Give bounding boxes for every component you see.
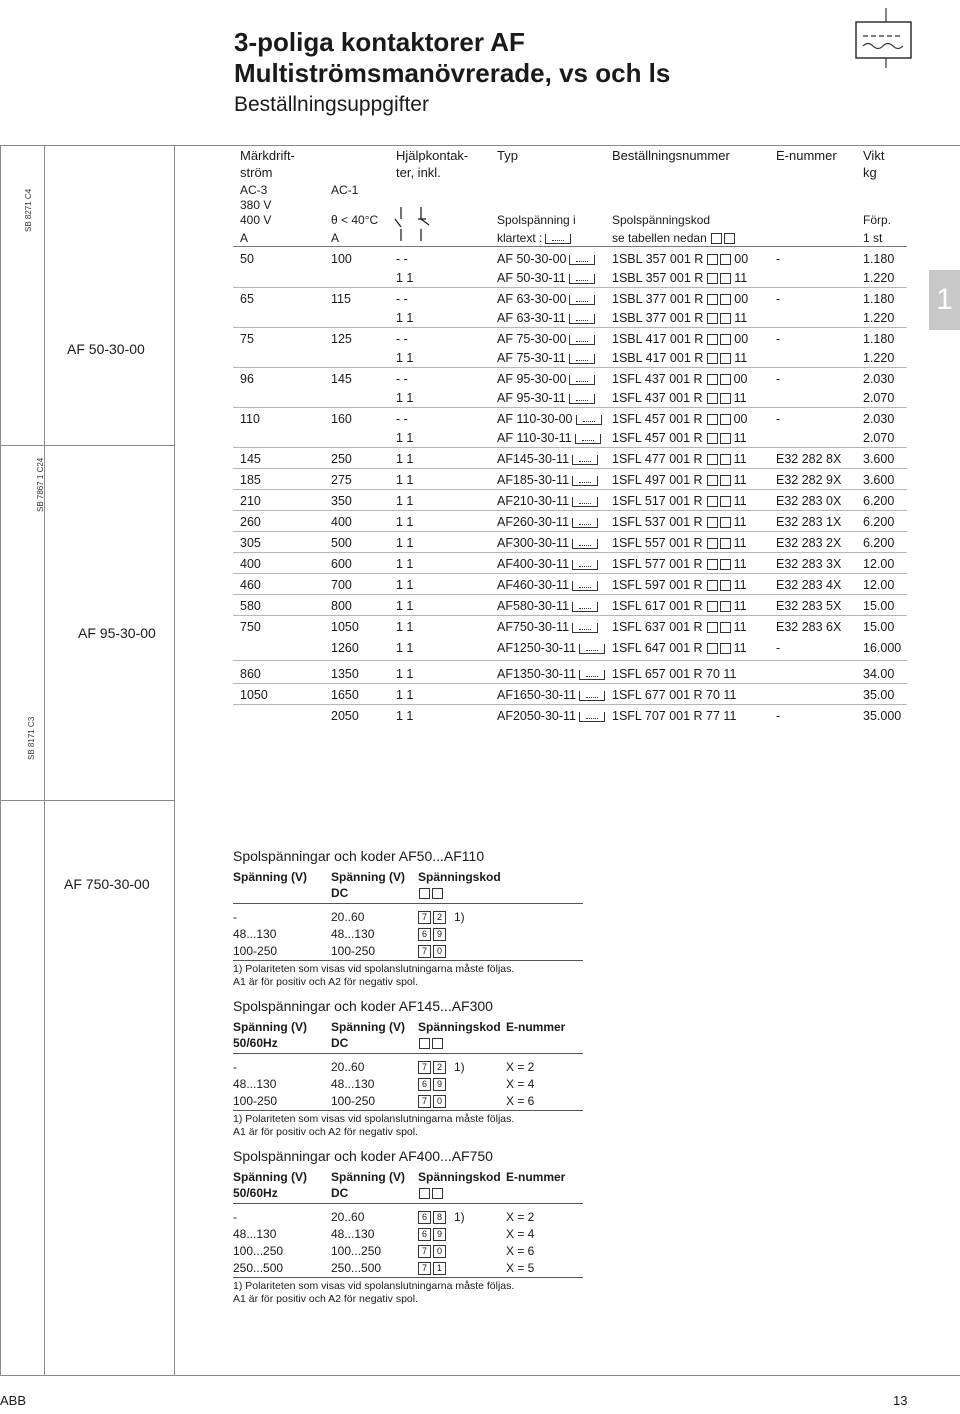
row-separator	[233, 287, 907, 288]
cell-weight: 1.220	[863, 271, 895, 285]
section-hdr-voltage-dc: Spänning (V)	[331, 1170, 405, 1184]
section-rule	[233, 1053, 583, 1054]
section-hdr-dc: DC	[331, 1186, 349, 1200]
cell-type: AF260-30-11	[497, 514, 598, 530]
cell-ac3: 750	[240, 620, 261, 634]
cell-ac1: 600	[331, 557, 352, 571]
cell-type: AF 75-30-00	[497, 331, 595, 347]
row-separator	[233, 683, 907, 684]
section-cell-code: 6 8 1)	[418, 1210, 465, 1224]
image-divider-1	[0, 445, 174, 446]
cell-e-number: -	[776, 292, 781, 306]
section-cell-dc: 100-250	[331, 944, 376, 958]
product-label-3: AF 750-30-00	[64, 876, 150, 892]
cell-weight: 1.180	[863, 332, 895, 346]
section-cell-dc: 20..60	[331, 910, 365, 924]
section-footnote: 1) Polariteten som visas vid spolanslutningarna måste följas.	[233, 1280, 515, 1292]
hdr-coil-voltage: Spolspänning i	[497, 213, 576, 227]
product-label-2: AF 95-30-00	[78, 625, 156, 641]
cell-weight: 2.030	[863, 372, 895, 386]
hdr-weight-unit: kg	[863, 165, 877, 180]
cell-weight: 2.070	[863, 391, 895, 405]
section-cell-dc: 250...500	[331, 1261, 382, 1275]
cell-type: AF 50-30-00	[497, 251, 595, 267]
cell-e-number: -	[776, 372, 781, 386]
cell-type: AF145-30-11	[497, 451, 598, 467]
cell-order-number: 1SFL 557 001 R 11	[612, 536, 747, 550]
section-hdr-code: Spänningskod	[418, 870, 501, 884]
hdr-coil-voltage-2: klartext :	[497, 230, 571, 246]
cell-order-number: 1SFL 637 001 R 11	[612, 620, 747, 634]
section-cell-ac: 48...130	[233, 1077, 277, 1091]
cell-ac1: 250	[331, 452, 352, 466]
section-cell-code: 6 9	[418, 1227, 454, 1241]
cell-ac1: 1260	[331, 641, 359, 655]
cell-aux-contacts: 1 1	[396, 271, 414, 285]
cell-e-number: -	[776, 252, 781, 266]
cell-ac3: 210	[240, 494, 261, 508]
section-cell-dc: 48...130	[331, 927, 375, 941]
section-rule-bottom	[233, 960, 583, 961]
hdr-coil-code: Spolspänningskod	[612, 213, 711, 227]
cell-weight: 35.000	[863, 709, 902, 723]
cell-e-number: E32 283 2X	[776, 536, 842, 550]
cell-weight: 3.600	[863, 452, 895, 466]
row-separator	[233, 660, 907, 661]
cell-e-number: E32 283 0X	[776, 494, 842, 508]
cell-type: AF210-30-11	[497, 493, 598, 509]
left-rule-2	[44, 145, 45, 1375]
cell-aux-contacts: 1 1	[396, 557, 414, 571]
section-cell-e-number: X = 2	[506, 1210, 535, 1224]
cell-type: AF 110-30-11	[497, 430, 601, 446]
cell-type: AF 63-30-00	[497, 291, 595, 307]
cell-ac1: 700	[331, 578, 352, 592]
cell-ac1: 800	[331, 599, 352, 613]
section-cell-code: 7 2 1)	[418, 1060, 465, 1074]
row-separator	[233, 552, 907, 553]
section-hdr-voltage-ac: 50/60Hz	[233, 1036, 278, 1050]
cell-weight: 2.070	[863, 431, 895, 445]
cell-weight: 1.220	[863, 351, 895, 365]
cell-ac3: 400	[240, 557, 261, 571]
hdr-unit-a2: A	[331, 231, 340, 245]
cell-type: AF 95-30-00	[497, 371, 595, 387]
section-cell-dc: 100...250	[331, 1244, 382, 1258]
cell-type: AF460-30-11	[497, 577, 598, 593]
cell-order-number: 1SFL 537 001 R 11	[612, 515, 747, 529]
cell-weight: 34.00	[863, 667, 895, 681]
cell-aux-contacts: - -	[396, 292, 408, 306]
cell-type: AF580-30-11	[497, 598, 598, 614]
hdr-rated-current-2: ström	[240, 165, 273, 180]
cell-e-number: E32 283 1X	[776, 515, 842, 529]
section-cell-dc: 20..60	[331, 1210, 365, 1224]
cell-order-number: 1SFL 677 001 R 70 11	[612, 688, 737, 702]
row-separator	[233, 407, 907, 408]
cell-e-number: E32 282 8X	[776, 452, 842, 466]
cell-ac1: 160	[331, 412, 352, 426]
section-rule-bottom	[233, 1110, 583, 1111]
section-cell-ac: -	[233, 1060, 237, 1074]
cell-aux-contacts: - -	[396, 412, 408, 426]
cell-order-number: 1SFL 457 001 R 11	[612, 431, 747, 445]
cell-e-number: -	[776, 709, 781, 723]
coil-symbol-icon	[853, 8, 913, 68]
cell-type: AF 75-30-11	[497, 350, 595, 366]
cell-weight: 1.180	[863, 252, 895, 266]
hdr-temp: θ < 40°C	[331, 213, 379, 227]
cell-ac1: 100	[331, 252, 352, 266]
cell-aux-contacts: 1 1	[396, 431, 414, 445]
section-cell-code: 7 0	[418, 1244, 454, 1258]
section-hdr-voltage-ac: 50/60Hz	[233, 1186, 278, 1200]
cell-weight: 6.200	[863, 515, 895, 529]
cell-aux-contacts: 1 1	[396, 515, 414, 529]
cell-order-number: 1SBL 377 001 R 11	[612, 311, 748, 325]
section-hdr-code-boxes	[418, 1036, 444, 1050]
cell-ac1: 125	[331, 332, 352, 346]
cell-ac3: 260	[240, 515, 261, 529]
section-hdr-dc: DC	[331, 886, 349, 900]
cell-type: AF2050-30-11	[497, 708, 605, 724]
section-hdr-code-boxes	[418, 886, 444, 900]
section-cell-dc: 48...130	[331, 1077, 375, 1091]
section-rule-bottom	[233, 1277, 583, 1278]
cell-ac1: 115	[331, 292, 351, 306]
cell-order-number: 1SBL 417 001 R 00	[612, 332, 749, 346]
cell-ac3: 305	[240, 536, 261, 550]
section-cell-code: 6 9	[418, 927, 454, 941]
cell-ac1: 275	[331, 473, 352, 487]
section-hdr-code-boxes	[418, 1186, 444, 1200]
row-separator	[233, 615, 907, 616]
section-cell-ac: 100...250	[233, 1244, 284, 1258]
cell-order-number: 1SFL 657 001 R 70 11	[612, 667, 737, 681]
cell-type: AF 50-30-11	[497, 270, 595, 286]
cell-e-number: -	[776, 332, 781, 346]
row-separator	[233, 510, 907, 511]
section-footnote-2: A1 är för positiv och A2 för negativ spol.	[233, 1126, 419, 1138]
section-hdr-code: Spänningskod	[418, 1020, 501, 1034]
cell-e-number: E32 283 5X	[776, 599, 842, 613]
section-title: Spolspänningar och koder AF400...AF750	[233, 1148, 493, 1164]
cell-weight: 15.00	[863, 620, 895, 634]
cell-type: AF 63-30-11	[497, 310, 595, 326]
cell-ac1: 400	[331, 515, 352, 529]
cell-aux-contacts: - -	[396, 372, 408, 386]
cell-aux-contacts: 1 1	[396, 709, 414, 723]
row-separator	[233, 327, 907, 328]
cell-type: AF1650-30-11	[497, 687, 605, 703]
section-rule	[233, 1203, 583, 1204]
cell-ac3: 75	[240, 332, 254, 346]
cell-aux-contacts: 1 1	[396, 311, 414, 325]
section-hdr-e-number: E-nummer	[506, 1020, 566, 1034]
side-code-1: SB 8271 C4	[24, 188, 33, 232]
cell-aux-contacts: 1 1	[396, 351, 414, 365]
section-cell-dc: 48...130	[331, 1227, 375, 1241]
cell-e-number: -	[776, 641, 781, 655]
cell-order-number: 1SFL 457 001 R 00	[612, 412, 748, 426]
cell-e-number: E32 283 4X	[776, 578, 842, 592]
cell-aux-contacts: - -	[396, 332, 408, 346]
cell-weight: 3.600	[863, 473, 895, 487]
cell-ac3: 185	[240, 473, 261, 487]
cell-aux-contacts: 1 1	[396, 688, 414, 702]
cell-order-number: 1SFL 437 001 R 00	[612, 372, 748, 386]
row-separator	[233, 489, 907, 490]
section-cell-e-number: X = 4	[506, 1227, 535, 1241]
hdr-aux: Hjälpkontak-	[396, 148, 469, 163]
hdr-rated-current: Märkdrift-	[240, 148, 295, 163]
section-cell-e-number: X = 6	[506, 1094, 535, 1108]
cell-ac1: 1350	[331, 667, 359, 681]
section-cell-code: 7 0	[418, 1094, 454, 1108]
section-hdr-voltage: Spänning (V)	[233, 870, 307, 884]
cell-type: AF1250-30-11	[497, 640, 605, 656]
cell-order-number: 1SFL 597 001 R 11	[612, 578, 747, 592]
cell-weight: 1.180	[863, 292, 895, 306]
cell-e-number: E32 283 6X	[776, 620, 842, 634]
section-footnote: 1) Polariteten som visas vid spolanslutningarna måste följas.	[233, 1113, 515, 1125]
product-label-1: AF 50-30-00	[67, 341, 145, 357]
cell-ac3: 145	[240, 452, 261, 466]
section-cell-code: 7 2 1)	[418, 910, 465, 924]
row-separator	[233, 447, 907, 448]
section-title: Spolspänningar och koder AF145...AF300	[233, 998, 493, 1014]
section-hdr-voltage: Spänning (V)	[233, 1020, 307, 1034]
section-footnote-2: A1 är för positiv och A2 för negativ spol.	[233, 1293, 419, 1305]
hdr-type: Typ	[497, 148, 518, 163]
cell-aux-contacts: 1 1	[396, 536, 414, 550]
cell-ac3: 580	[240, 599, 261, 613]
brand-footer: ABB	[0, 1393, 27, 1408]
section-cell-ac: 48...130	[233, 927, 277, 941]
cell-weight: 6.200	[863, 494, 895, 508]
row-separator	[233, 573, 907, 574]
cell-aux-contacts: 1 1	[396, 620, 414, 634]
left-rule	[0, 145, 1, 1375]
section-cell-ac: 48...130	[233, 1227, 277, 1241]
section-hdr-dc: DC	[331, 1036, 349, 1050]
section-cell-e-number: X = 4	[506, 1077, 535, 1091]
section-cell-dc: 100-250	[331, 1094, 376, 1108]
cell-ac1: 500	[331, 536, 352, 550]
section-rule	[233, 903, 583, 904]
hdr-coil-code-2: se tabellen nedan	[612, 230, 736, 246]
cell-order-number: 1SFL 477 001 R 11	[612, 452, 747, 466]
cell-order-number: 1SFL 517 001 R 11	[612, 494, 747, 508]
cell-ac3: 1050	[240, 688, 268, 702]
image-divider-2	[0, 800, 174, 801]
cell-ac1: 350	[331, 494, 352, 508]
side-code-2: SB 7867 1 C24	[36, 457, 45, 512]
hdr-pack-qty: 1 st	[863, 231, 883, 245]
section-title: Spolspänningar och koder AF50...AF110	[233, 848, 485, 864]
cell-order-number: 1SBL 357 001 R 11	[612, 271, 748, 285]
cell-ac3: 50	[240, 252, 254, 266]
hdr-aux-2: ter, inkl.	[396, 165, 441, 180]
section-cell-ac: -	[233, 1210, 237, 1224]
cell-ac3: 460	[240, 578, 261, 592]
section-hdr-voltage: Spänning (V)	[233, 1170, 307, 1184]
cell-order-number: 1SFL 497 001 R 11	[612, 473, 747, 487]
cell-ac3: 110	[240, 412, 260, 426]
section-cell-e-number: X = 6	[506, 1244, 535, 1258]
cell-ac1: 2050	[331, 709, 359, 723]
cell-type: AF1350-30-11	[497, 666, 605, 682]
cell-ac3: 860	[240, 667, 261, 681]
hdr-e-number: E-nummer	[776, 148, 837, 163]
section-cell-e-number: X = 5	[506, 1261, 535, 1275]
cell-e-number: E32 283 3X	[776, 557, 842, 571]
row-separator	[233, 531, 907, 532]
cell-order-number: 1SFL 617 001 R 11	[612, 599, 747, 613]
section-cell-code: 7 1	[418, 1261, 454, 1275]
hdr-400v: 400 V	[240, 213, 272, 227]
cell-ac1: 145	[331, 372, 352, 386]
cell-type: AF400-30-11	[497, 556, 598, 572]
section-footnote-2: A1 är för positiv och A2 för negativ spol.	[233, 976, 419, 988]
cell-aux-contacts: 1 1	[396, 599, 414, 613]
page-number: 13	[893, 1393, 908, 1408]
cell-weight: 2.030	[863, 412, 895, 426]
section-footnote: 1) Polariteten som visas vid spolanslutningarna måste följas.	[233, 963, 515, 975]
hdr-ac1: AC-1	[331, 183, 359, 197]
cell-aux-contacts: - -	[396, 252, 408, 266]
cell-weight: 12.00	[863, 578, 895, 592]
section-cell-ac: -	[233, 910, 237, 924]
cell-aux-contacts: 1 1	[396, 667, 414, 681]
cell-type: AF750-30-11	[497, 619, 598, 635]
hdr-ac3: AC-3	[240, 183, 268, 197]
cell-type: AF300-30-11	[497, 535, 598, 551]
cell-aux-contacts: 1 1	[396, 452, 414, 466]
section-cell-code: 7 0	[418, 944, 454, 958]
cell-ac1: 1650	[331, 688, 359, 702]
section-hdr-voltage-dc: Spänning (V)	[331, 870, 405, 884]
cell-order-number: 1SBL 377 001 R 00	[612, 292, 749, 306]
image-column-rule	[174, 145, 175, 1375]
cell-type: AF185-30-11	[497, 472, 598, 488]
section-cell-e-number: X = 2	[506, 1060, 535, 1074]
row-separator	[233, 367, 907, 368]
hdr-380v: 380 V	[240, 198, 272, 212]
section-cell-dc: 20..60	[331, 1060, 365, 1074]
cell-weight: 35.00	[863, 688, 895, 702]
cell-type: AF 95-30-11	[497, 390, 595, 406]
page-title-line2: Multiströmsmanövrerade, vs och ls	[234, 58, 671, 88]
cell-weight: 6.200	[863, 536, 895, 550]
section-cell-ac: 100-250	[233, 1094, 278, 1108]
header-separator	[233, 246, 907, 247]
page-title-line1: 3-poliga kontaktorer AF	[234, 27, 525, 57]
cell-type: AF 110-30-00	[497, 411, 602, 427]
cell-e-number: E32 282 9X	[776, 473, 842, 487]
section-hdr-code: Spänningskod	[418, 1170, 501, 1184]
side-code-3: SB 8171 C3	[27, 716, 36, 760]
cell-order-number: 1SBL 357 001 R 00	[612, 252, 749, 266]
cell-ac3: 65	[240, 292, 254, 306]
page-subtitle: Beställningsuppgifter	[234, 93, 429, 116]
cell-order-number: 1SFL 577 001 R 11	[612, 557, 747, 571]
cell-aux-contacts: 1 1	[396, 473, 414, 487]
hdr-pack: Förp.	[863, 213, 892, 227]
cell-order-number: 1SBL 417 001 R 11	[612, 351, 748, 365]
cell-weight: 16.000	[863, 641, 902, 655]
cell-aux-contacts: 1 1	[396, 494, 414, 508]
row-separator	[233, 594, 907, 595]
section-cell-code: 6 9	[418, 1077, 454, 1091]
hdr-order-number: Beställningsnummer	[612, 148, 730, 163]
aux-contact-symbol-icon	[393, 207, 433, 241]
cell-aux-contacts: 1 1	[396, 578, 414, 592]
section-cell-ac: 100-250	[233, 944, 278, 958]
row-separator	[233, 704, 907, 705]
bottom-rule	[0, 1375, 960, 1376]
hdr-unit-a1: A	[240, 231, 249, 245]
section-hdr-e-number: E-nummer	[506, 1170, 566, 1184]
hdr-weight: Vikt	[863, 148, 885, 163]
top-rule	[0, 145, 960, 146]
cell-ac3: 96	[240, 372, 254, 386]
row-separator	[233, 468, 907, 469]
section-cell-ac: 250...500	[233, 1261, 284, 1275]
section-hdr-voltage-dc: Spänning (V)	[331, 1020, 405, 1034]
cell-aux-contacts: 1 1	[396, 641, 414, 655]
cell-weight: 1.220	[863, 311, 895, 325]
cell-order-number: 1SFL 707 001 R 77 11	[612, 709, 737, 723]
cell-e-number: -	[776, 412, 781, 426]
cell-order-number: 1SFL 647 001 R 11	[612, 641, 747, 655]
cell-ac1: 1050	[331, 620, 359, 634]
cell-weight: 12.00	[863, 557, 895, 571]
cell-order-number: 1SFL 437 001 R 11	[612, 391, 747, 405]
cell-weight: 15.00	[863, 599, 895, 613]
cell-aux-contacts: 1 1	[396, 391, 414, 405]
chapter-tab: 1	[929, 270, 960, 330]
